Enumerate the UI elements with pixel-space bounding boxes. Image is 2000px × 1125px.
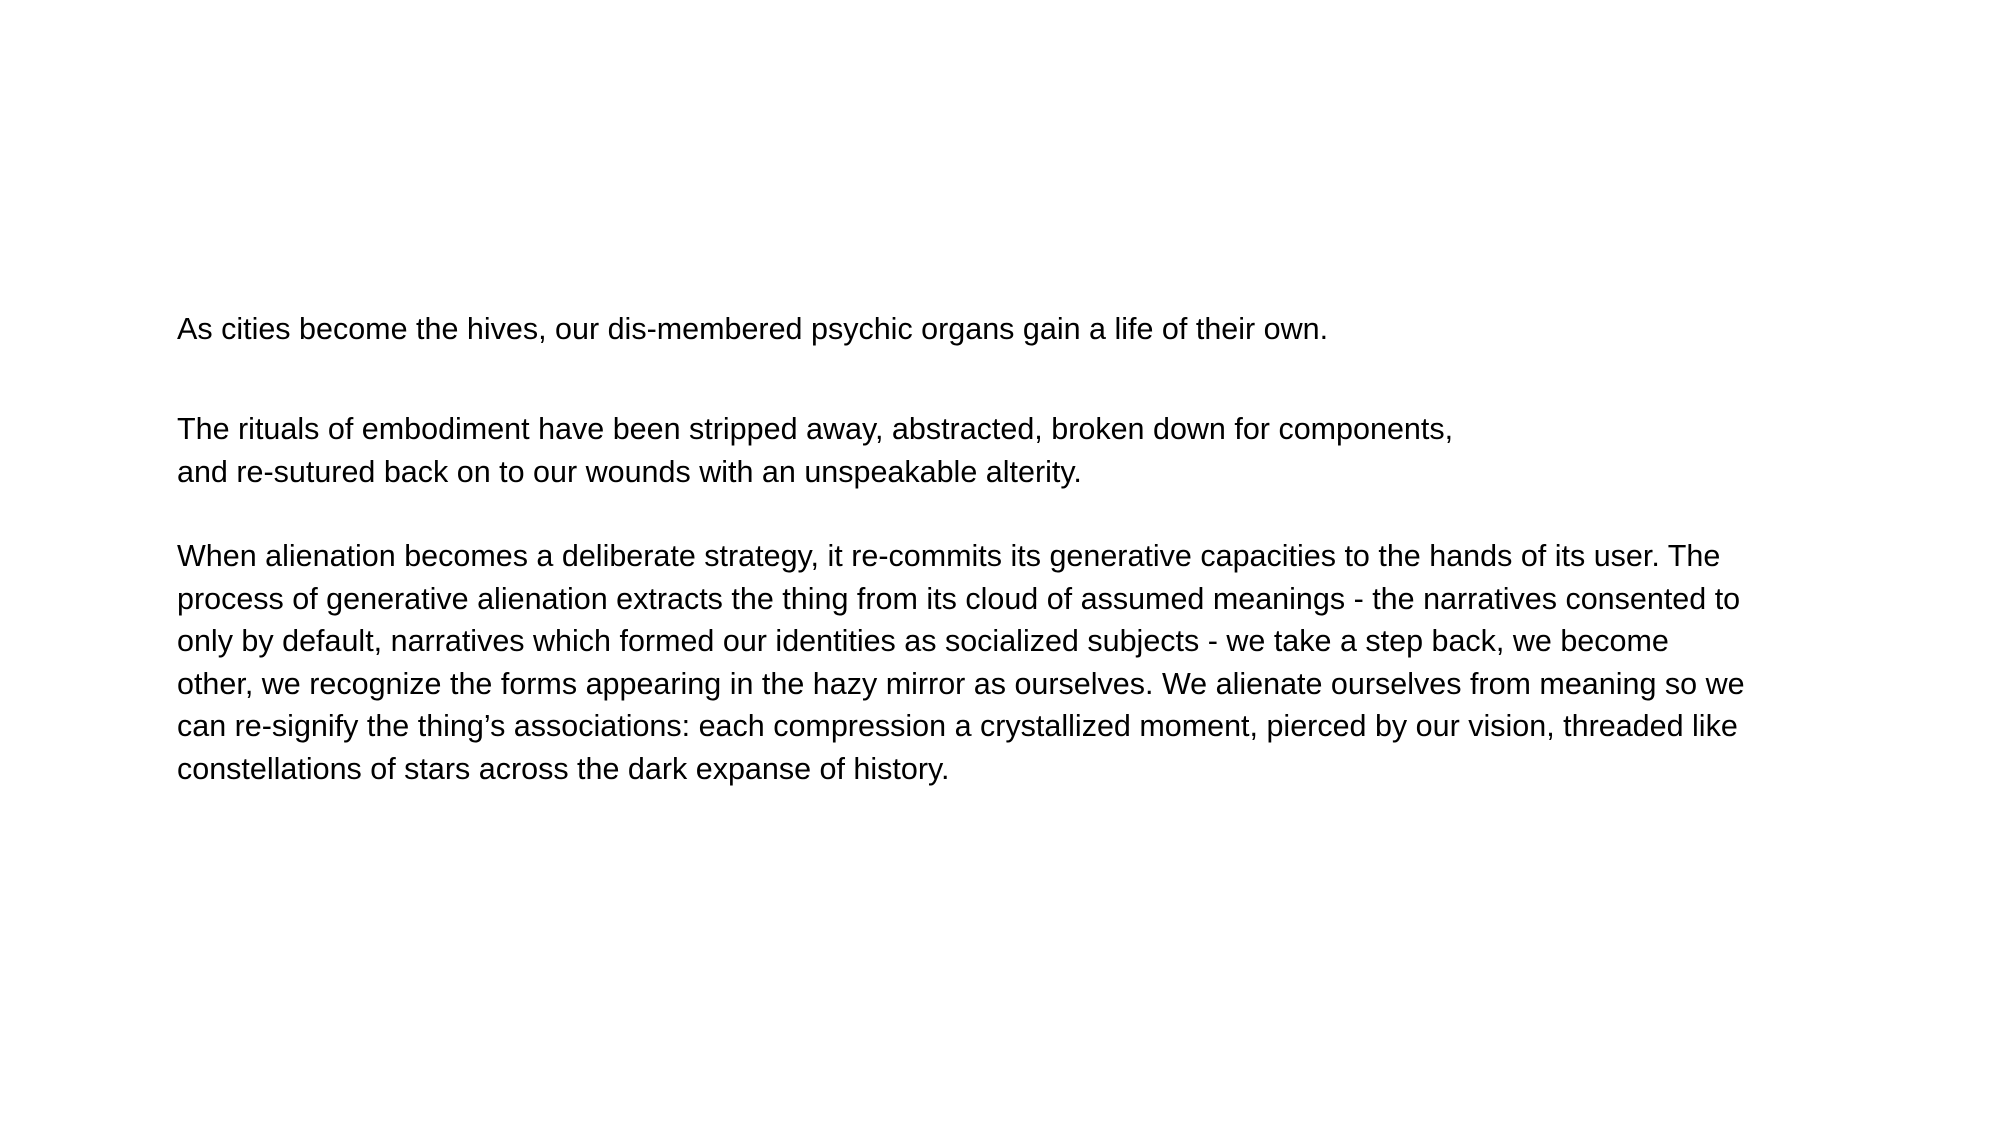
text-line: only by default, narratives which formed our identities as socialized subjects - we take a step back, we become [177,624,1669,658]
text-line: The rituals of embodiment have been stripped away, abstracted, broken down for components, [177,412,1454,446]
text-line: and re-sutured back on to our wounds with an unspeakable alterity. [177,454,1082,489]
paragraph-rituals [177,408,1817,493]
text-line: can re-signify the thing’s associations: each compression a crystallized moment, pierced by our vision, threaded like [177,709,1738,743]
text-line: constellations of stars across the dark expanse of history. [177,751,950,786]
text-line: When alienation becomes a deliberate strategy, it re-commits its generative capacities to the hands of its user. The [177,539,1721,573]
text-line: As cities become the hives, our dis-membered psychic organs gain a life of their own. [177,312,1329,346]
text-line: other, we recognize the forms appearing in the hazy mirror as ourselves. We alienate ourselves from meaning so we [177,666,1745,701]
paragraph-alienation [177,535,1817,790]
paragraph-intro [177,308,1817,351]
text-line: process of generative alienation extracts the thing from its cloud of assumed meanings - the narratives consented to [177,581,1741,616]
